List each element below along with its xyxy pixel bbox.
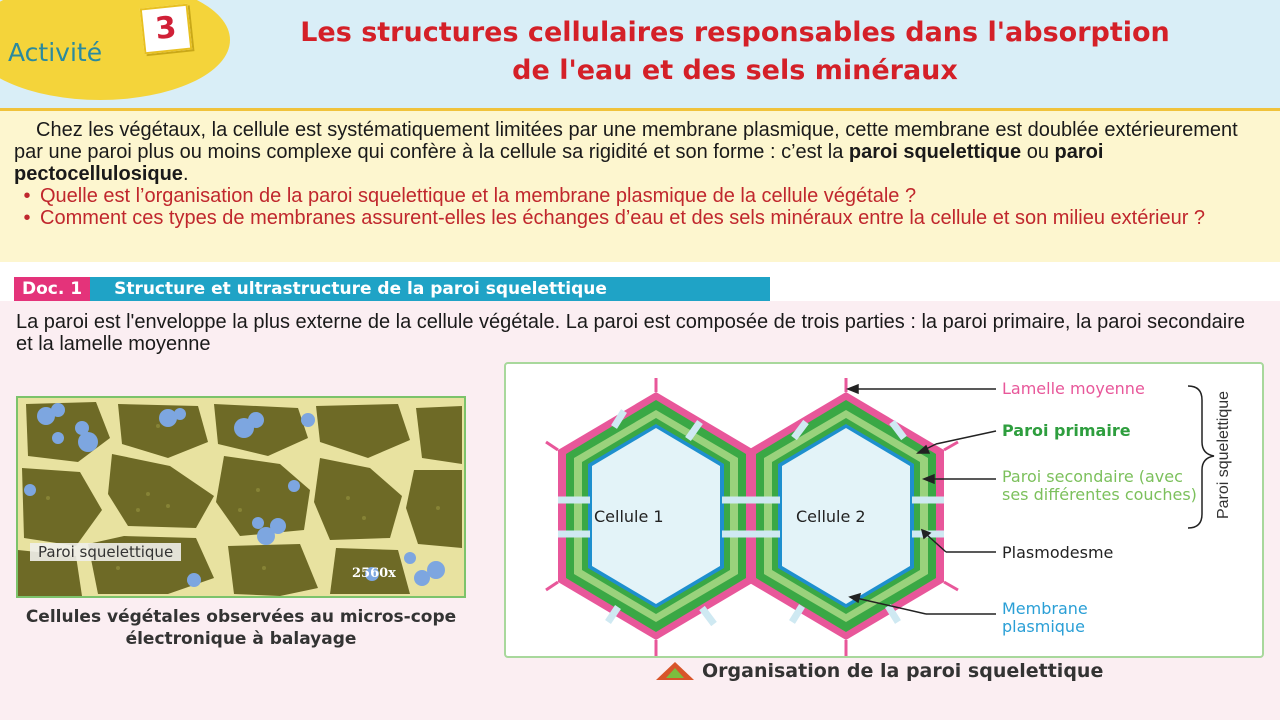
cell-1-label: Cellule 1 <box>594 507 664 526</box>
page-title <box>230 14 1240 90</box>
cell-2-label: Cellule 2 <box>796 507 866 526</box>
intro-box <box>0 108 1280 262</box>
question-item <box>14 185 1266 207</box>
title-line-1: Les structures cellulaires responsables dans l'absorption <box>300 17 1170 48</box>
title-line-2: de l'eau et des sels minéraux <box>512 55 958 86</box>
question-item <box>14 207 1266 229</box>
activity-header <box>0 0 1280 108</box>
activity-number: 3 <box>153 10 179 47</box>
paroi-squelettique-text: Paroi squelettique <box>1215 390 1232 520</box>
paroi-secondaire-label: Paroi secondaire (avec ses différentes couches) <box>1002 467 1197 504</box>
doc-title: Structure et ultrastructure de la paroi squelettique <box>90 277 770 301</box>
activity-label: Activité <box>8 38 103 67</box>
doc-heading-bar <box>14 277 770 301</box>
plasmodesme-label: Plasmodesme <box>1002 543 1114 562</box>
diagram-caption <box>656 660 1103 682</box>
membrane-plasmique-label: Membrane plasmique <box>1002 599 1088 636</box>
diagram-caption-text: Organisation de la paroi squelettique <box>702 660 1104 682</box>
intro-text-start: Chez les végétaux, la cellule est systématiquement limitées par une membrane plasmique, cette membrane est doublée extérieurement par une paroi plus ou moins complexe qui confère à la cellule sa rigidité et son forme : c’est la <box>14 119 1238 163</box>
micrograph-image <box>18 398 464 596</box>
electron-micrograph <box>16 396 466 598</box>
lamelle-moyenne-label: Lamelle moyenne <box>1002 379 1145 398</box>
intro-text-mid: ou <box>1021 141 1055 163</box>
activity-number-badge <box>140 4 193 55</box>
intro-bold-term-1: paroi squelettique <box>848 141 1022 163</box>
micrograph-label: Paroi squelettique <box>30 543 181 561</box>
doc-label: Doc. 1 <box>14 277 90 301</box>
micrograph-caption: Cellules végétales observées au micros-cope électronique à balayage <box>25 607 457 649</box>
paroi-primaire-label: Paroi primaire <box>1002 421 1131 440</box>
question-text: Comment ces types de membranes assurent-elles les échanges d’eau et des sels minéraux entre la cellule et son milieu extérieur ? <box>40 207 1206 229</box>
question-text: Quelle est l’organisation de la paroi squelettique et la membrane plasmique de la cellule végétale ? <box>40 185 917 207</box>
intro-bold-term-2: paroi pectocellulosique <box>14 141 1104 185</box>
bullet-icon: • <box>23 185 31 207</box>
bullet-icon: • <box>23 207 31 229</box>
intro-text-end: . <box>182 163 189 185</box>
doc-description: La paroi est l'enveloppe la plus externe de la cellule végétale. La paroi est composée de trois parties : la paroi primaire, la paroi secondaire et la lamelle moyenne <box>16 311 1245 355</box>
triangle-icon <box>656 662 694 680</box>
cell-wall-diagram <box>504 362 1264 658</box>
intro-paragraph <box>14 119 1266 185</box>
magnification-label: 2560x <box>352 566 396 581</box>
paroi-squelettique-vertical-label <box>1204 385 1244 525</box>
